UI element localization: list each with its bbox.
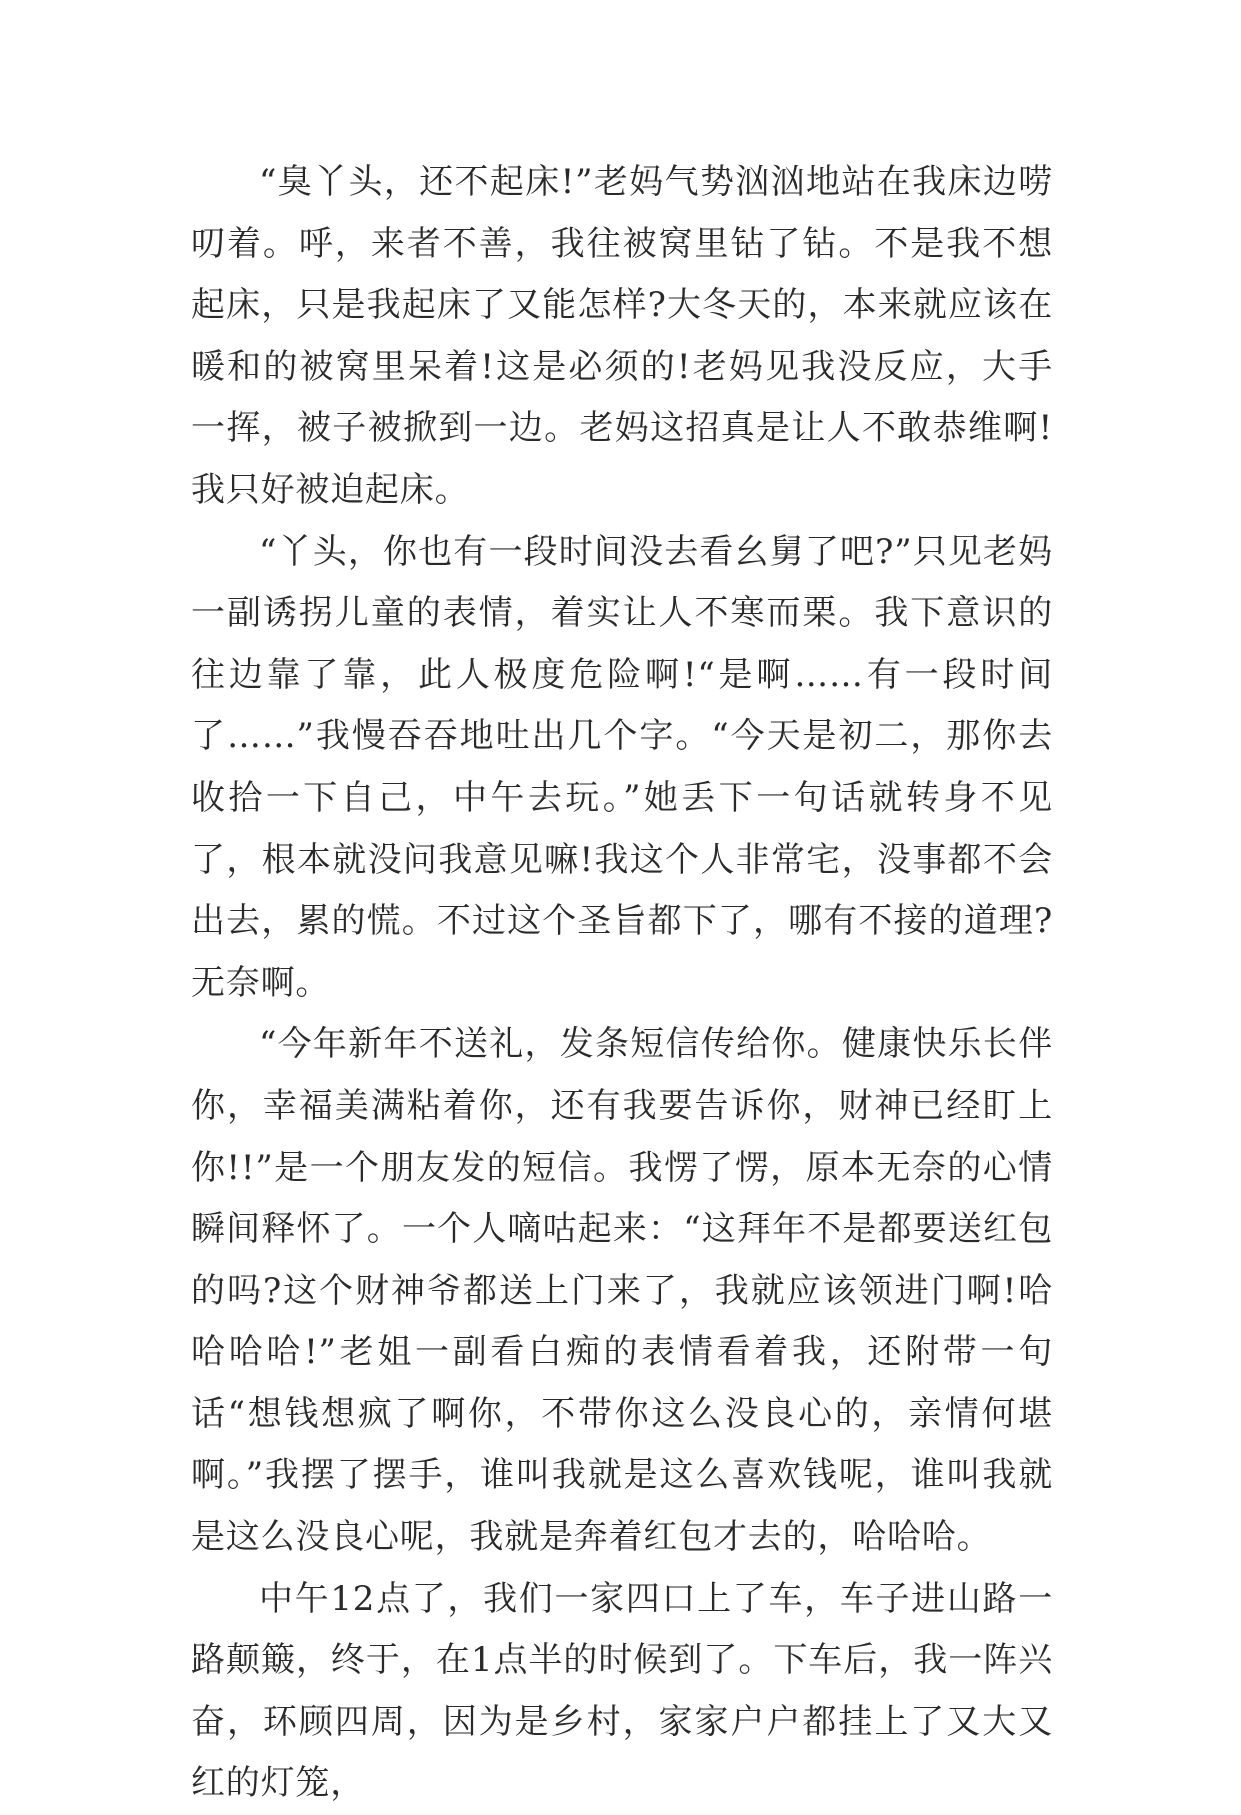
document-body (191, 152, 1053, 1815)
paragraph-4: 中午12点了，我们一家四口上了车，车子进山路一路颠簸，终于，在1点半的时候到了。下车后，我一阵兴奋，环顾四周，因为是乡村，家家户户都挂上了又大又红的灯笼， (191, 1578, 1053, 1804)
paragraph-2: “丫头，你也有一段时间没去看幺舅了吧?”只见老妈一副诱拐儿童的表情，着实让人不寒而栗。我下意识的往边靠了靠，此人极度危险啊!“是啊……有一段时间了……”我慢吞吞地吐出几个字。“今天是初二，那你去收拾一下自己，中午去玩。”她丢下一句话就转身不见了，根本就没问我意见嘛!我这个人非常宅，没事都不会出去，累的慌。不过这个圣旨都下了，哪有不接的道理?无奈啊。 (191, 531, 1053, 1003)
paragraph-3: “今年新年不送礼，发条短信传给你。健康快乐长伴你，幸福美满粘着你，还有我要告诉你，财神已经盯上你!!”是一个朋友发的短信。我愣了愣，原本无奈的心情瞬间释怀了。一个人嘀咕起来：“这拜年不是都要送红包的吗?这个财神爷都送上门来了，我就应该领进门啊!哈哈哈哈!”老姐一副看白痴的表情看着我，还附带一句话“想钱想疯了啊你，不带你这么没良心的，亲情何堪啊。”我摆了摆手，谁叫我就是这么喜欢钱呢，谁叫我就是这么没良心呢，我就是奔着红包才去的，哈哈哈。 (191, 1024, 1053, 1558)
paragraph-1: “臭丫头，还不起床!”老妈气势汹汹地站在我床边唠叨着。呼，来者不善，我往被窝里钻了钻。不是我不想起床，只是我起床了又能怎样?大冬天的，本来就应该在暖和的被窝里呆着!这是必须的!老妈见我没反应，大手一挥，被子被掀到一边。老妈这招真是让人不敢恭维啊!我只好被迫起床。 (191, 162, 1053, 510)
